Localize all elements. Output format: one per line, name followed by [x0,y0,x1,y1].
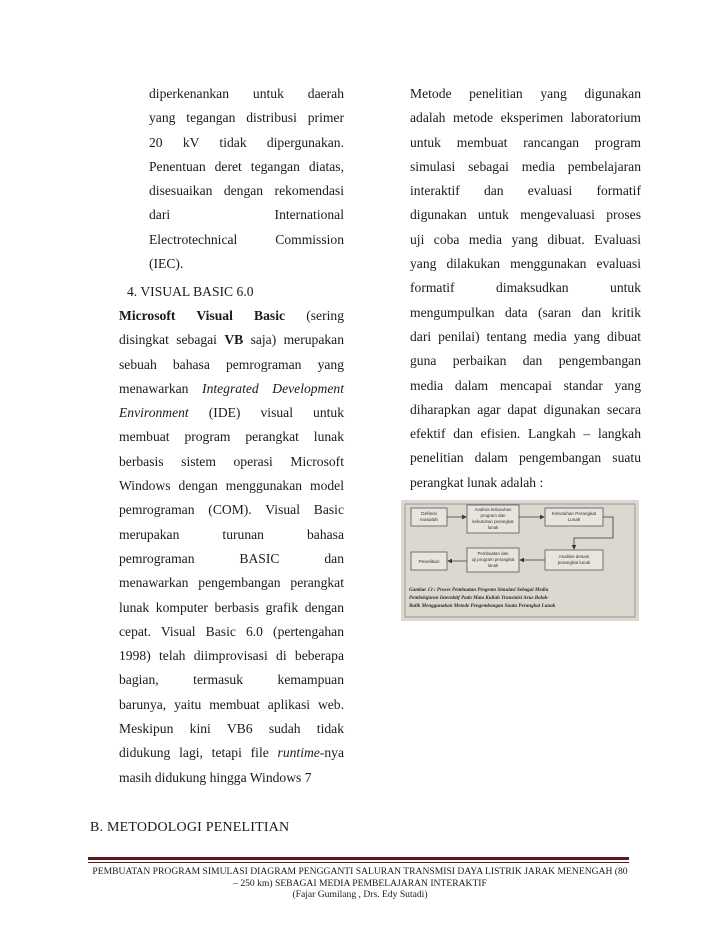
text-line [119,741,344,765]
figure-caption [408,587,556,609]
box-analisis-desain [545,550,603,570]
heading-text: 4. VISUAL BASIC 6.0 [127,284,254,299]
text-span: -nya [319,745,344,761]
text-line: mengumpulkan data (saran dan kritik [410,304,641,320]
text-line: 20 kV tidak dipergunakan. [149,134,344,150]
text-line: efektif dan efisien. Langkah – langkah [410,426,641,442]
text-line: Windows dengan menggunakan model [119,478,344,494]
footer-rule-thin [88,862,629,863]
text-line: diharapkan agar dapat digunakan secara [410,401,641,417]
svg-text:Lunak: Lunak [567,517,581,522]
box-penelitian [411,552,447,570]
text-line: Meskipun kini VB6 sudah tidak [119,721,344,737]
svg-text:kebutuhan perangkat: kebutuhan perangkat [472,519,514,524]
text-line: uji coba media yang dibuat. Evaluasi [410,231,641,247]
footer-line: (Fajar Gumilang , Drs. Edy Sutadi) [292,889,428,900]
footer-rule [88,857,629,860]
svg-text:Penelitian: Penelitian [418,560,440,565]
text-line: Metode penelitian yang digunakan [410,86,641,101]
text-line: merupakan turunan bahasa [119,526,344,542]
text-line: dari penilai) tentang media yang dibuat [410,328,641,344]
text-line: (IEC). [149,256,184,272]
text-line: dari International [149,207,344,223]
svg-text:Balik Menggunakan Metode Penge: Balik Menggunakan Metode Pengembangan Suatu Perangkat Lunak [409,603,556,609]
text-line: cepat. Visual Basic 6.0 (pertengahan [119,623,344,639]
svg-text:lunak: lunak [487,525,499,530]
svg-text:Pembelajaran Interaktif Pada: Pembelajaran Interaktif Pada Mata Kuliah Transmisi Arus Bolak- [409,595,549,601]
text-line: disesuaikan dengan rekomendasi [149,183,344,199]
text-span: didukung lagi, tetapi file [119,745,278,761]
svg-text:Gambar 13 : Proses Pembuatan P: Gambar 13 : Proses Pembuatan Program Simulasi Sebagai Media [409,587,549,593]
svg-text:perangkat lunak: perangkat lunak [557,560,591,565]
list-item-continuation [149,82,344,276]
methodology-paragraph [410,82,641,495]
text-line: menawarkan pengembangan perangkat [119,575,344,591]
text-line: untuk membuat rancangan program [410,134,641,150]
subsection-heading [127,280,347,304]
italic-term: runtime [277,745,320,761]
text-line: yang dilakukan menggunakan evaluasi [410,256,641,272]
text-line [119,401,344,425]
text-line: pemrograman BASIC dan [119,550,344,566]
bold-term: Microsoft Visual Basic [119,308,286,323]
text-line: interaktif dan evaluasi formatif [410,183,641,199]
svg-text:Pembuatan dan: Pembuatan dan [477,551,509,556]
text-span: (IDE) visual untuk [188,405,344,421]
footer-line: PEMBUATAN PROGRAM SIMULASI DIAGRAM PENGGANTI SALURAN TRANSMISI DAYA LISTRIK JARAK MENENGAH (80 [92,866,628,877]
text-span: (sering [285,308,344,323]
text-line: penelitian dalam pengembangan suatu [410,450,641,466]
box-kebutuhan-perangkat-lunak [545,508,603,526]
svg-text:program dan: program dan [480,513,506,518]
section-heading: B. METODOLOGI PENELITIAN [90,820,290,835]
text-line: formatif dimaksudkan untuk [410,280,641,296]
svg-text:Kebutuhan Perangkat: Kebutuhan Perangkat [551,511,597,516]
text-line: barunya, yaitu membuat aplikasi web. [119,696,344,712]
page-footer [80,866,640,901]
text-line: 1998) telah diimprovisasi di beberapa [119,648,344,664]
text-line: guna perbaikan dan pengembangan [410,353,641,369]
text-line: adalah metode eksperimen laboratorium [410,110,641,126]
visual-basic-paragraph [119,304,344,790]
box-pembuatan-uji-program [467,548,519,572]
svg-text:lunak: lunak [487,563,499,568]
svg-text:uji program perangkat: uji program perangkat [471,557,515,562]
text-line: digunakan untuk mengevaluasi proses [410,207,641,223]
svg-text:Definisi: Definisi [421,512,437,517]
text-line: Penentuan deret tegangan diatas, [149,158,344,174]
text-line: diperkenankan untuk daerah [149,86,344,101]
text-line [119,328,344,352]
svg-text:Analisis desain: Analisis desain [558,554,590,559]
text-span: menawarkan [119,380,203,396]
text-line [119,377,344,401]
text-line: berbasis sistem operasi Microsoft [119,453,344,469]
text-line: simulasi sebagai media pembelajaran [410,158,641,174]
text-line: masih didukung hingga Windows 7 [119,769,312,785]
text-line: pemrograman (COM). Visual Basic [119,502,344,518]
text-line: Electrotechnical Commission [149,231,344,247]
italic-term: Integrated Development [202,380,344,396]
text-line: perangkat lunak adalah : [410,474,544,490]
box-analisis-kebutuhan [467,505,519,533]
text-line: media dalam mencapai standar yang [410,377,641,393]
footer-line: – 250 km) SEBAGAI MEDIA PEMBELAJARAN INTERAKTIF [233,877,487,889]
text-span: disingkat sebagai [119,332,225,348]
text-line: sebuah bahasa pemrograman yang [119,356,344,372]
text-line: membuat program perangkat lunak [119,429,344,445]
svg-text:Analisis kebutuhan: Analisis kebutuhan [474,507,512,512]
bold-term: VB [224,332,244,348]
box-definisi-masalah [411,508,447,526]
text-line [119,304,344,328]
italic-term: Environment [119,405,189,421]
process-flow-figure [401,500,639,621]
text-span: saja) merupakan [243,332,344,348]
flow-diagram [401,500,639,621]
text-line: yang tegangan distribusi primer [149,110,344,126]
text-line: bagian, termasuk kemampuan [119,672,344,688]
svg-text:masalah: masalah [419,518,439,523]
text-line: lunak komputer berbasis grafik dengan [119,599,344,615]
